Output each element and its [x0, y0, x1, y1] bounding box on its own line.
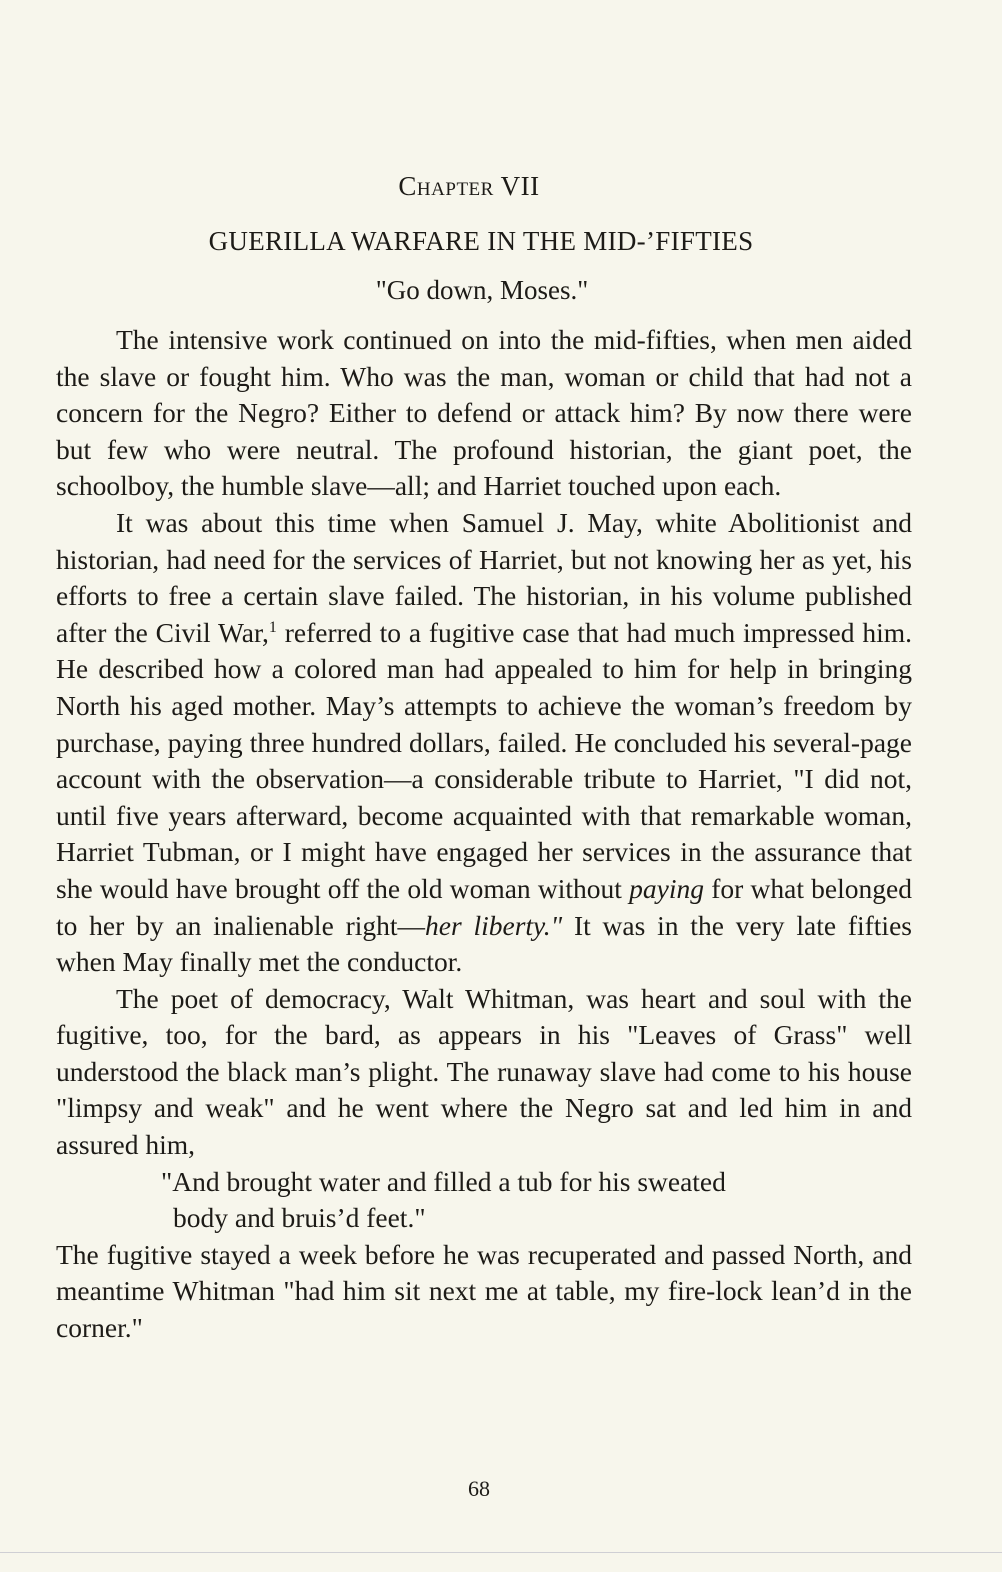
chapter-title: GUERILLA WARFARE IN THE MID-’FIFTIES	[208, 226, 754, 256]
verse-line: body and bruis’d feet."	[173, 1202, 426, 1234]
paragraph-samuel-may	[56, 505, 912, 981]
emphasis-text: paying	[629, 872, 704, 904]
emphasis-text: her liberty."	[425, 909, 563, 941]
chapter-epigraph: "Go down, Moses."	[375, 275, 589, 305]
paragraph-intensive-work: The intensive work continued on into the mid-fifties, when men aided the slave or fought him. Who was the man, woman or child that had not a concern for the Negro? Either to defend or attack him? By now there were but few who were neutral. The profound historian, the giant poet, the schoolboy, the humble slave—all; and Harriet touched upon each.	[56, 324, 912, 502]
paragraph-fugitive-stayed: The fugitive stayed a week before he was recuperated and passed North, and meantime Whitman "had him sit next me at table, my fire-lock lean’d in the corner."	[56, 1238, 912, 1344]
paragraph-text: referred to a fugitive case that had much impressed him. He described how a colored man had appealed to him for help in bringing North his aged mother. May’s attempts to achieve the woman’s freedom by purchase, paying three hundred dollars, failed. He concluded his several-page account with the observation—a considerable tribute to Harriet, "I did not, until five years afterward, become acquainted with that remarkable woman, Harriet Tubman, or I might have engaged her services in the assurance that she would have brought off the old woman without	[56, 616, 912, 904]
verse-quotation	[161, 1164, 912, 1237]
paragraph-walt-whitman: The poet of democracy, Walt Whitman, was heart and soul with the fugitive, too, for the bard, as appears in his "Leaves of Grass" well understood the black man’s plight. The runaway slave had come to his house "limpsy and weak" and he went where the Negro sat and led him in and assured him,	[56, 982, 912, 1161]
body-text	[56, 322, 912, 1347]
page-number: 68	[468, 1476, 490, 1501]
footnote-reference: 1	[268, 618, 277, 636]
verse-line: "And brought water and filled a tub for his sweated	[161, 1165, 726, 1197]
paragraph-text: It was about this time when Samuel J. May, white Abolitionist and historian, had need for the services of Harriet, but not knowing her as yet, his efforts to free a certain slave failed. The historian, in his volume published after the Civil War,	[56, 506, 912, 648]
paragraph-text: It was in the very late fifties when May finally met the conductor.	[56, 909, 912, 978]
paragraph-text: for what belonged to her by an inalienable right—	[56, 872, 912, 941]
page-edge-divider	[0, 1552, 1002, 1553]
chapter-label: Chapter VII	[398, 171, 540, 201]
